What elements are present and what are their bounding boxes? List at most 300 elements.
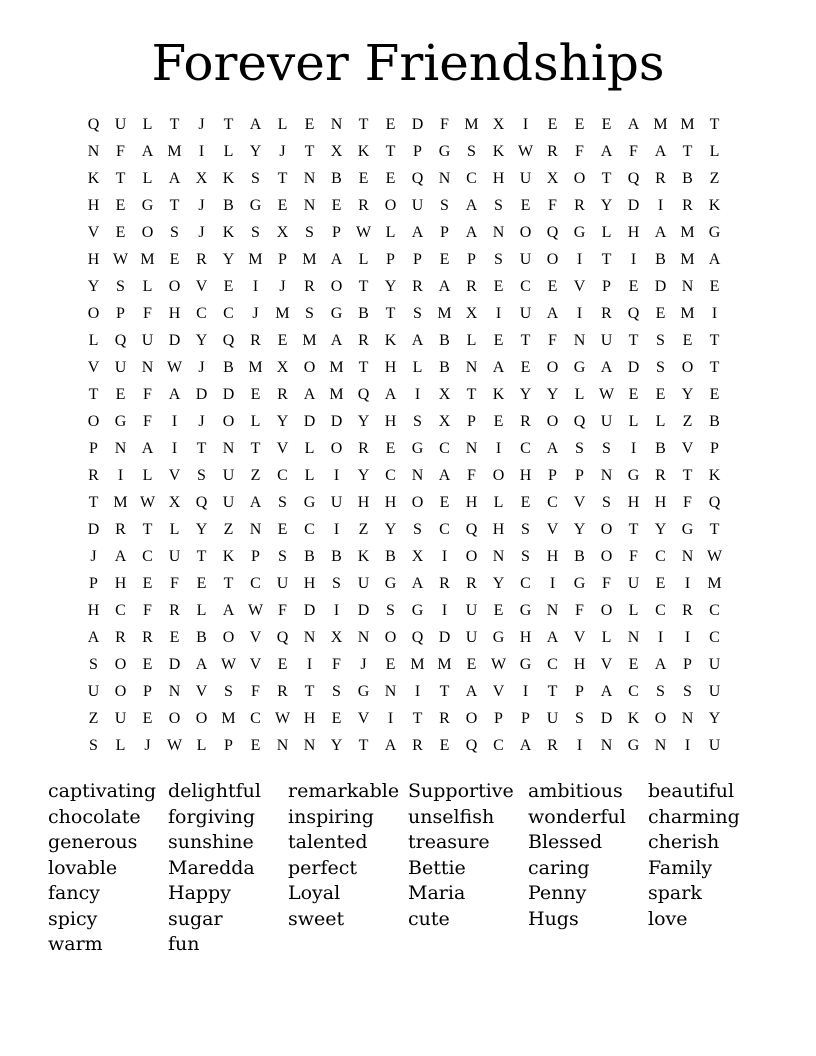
grid-letter: Q [357,385,370,403]
grid-letter: Y [357,412,370,430]
grid-letter: F [602,574,611,592]
grid-letter: Q [276,628,289,646]
grid-letter: E [169,250,180,268]
grid-letter: F [440,115,449,133]
grid-letter: Z [682,412,693,430]
grid-letter: O [330,439,343,457]
grid-letter: E [628,277,639,295]
grid-letter: R [682,196,693,214]
grid-letter: L [412,358,423,376]
grid-letter: V [249,655,262,673]
grid-letter: I [333,601,340,619]
grid-letter: Y [87,277,100,295]
grid-letter: D [330,412,343,430]
grid-letter: C [196,304,207,322]
grid-letter: E [196,574,207,592]
grid-letter: N [681,277,694,295]
grid-letter: O [87,412,100,430]
grid-letter: Z [250,466,261,484]
grid-letter: K [222,547,235,565]
grid-letter: A [411,331,424,349]
grid-letter: A [465,682,478,700]
grid-letter: N [438,169,451,187]
grid-letter: U [708,682,721,700]
grid-letter: H [519,466,532,484]
grid-letter: A [141,142,154,160]
grid-letter: C [439,520,450,538]
grid-row [80,435,746,462]
grid-letter: C [223,304,234,322]
word-list-item: cute [408,907,450,930]
grid-letter: E [628,385,639,403]
grid-letter: F [629,142,638,160]
grid-letter: M [437,655,452,673]
grid-letter: R [358,196,369,214]
word-list-item: Hugs [528,907,579,930]
grid-letter: O [573,169,586,187]
grid-letter: T [709,115,720,133]
grid-letter: H [357,493,370,511]
grid-letter: E [385,439,396,457]
grid-letter: H [654,493,667,511]
grid-letter: T [169,115,180,133]
word-list-item: unselfish [408,805,495,828]
grid-letter: S [656,682,665,700]
grid-letter: Z [88,709,99,727]
grid-letter: N [168,682,181,700]
grid-letter: A [546,304,559,322]
grid-letter: S [224,682,233,700]
grid-letter: Q [573,412,586,430]
grid-letter: Q [708,493,721,511]
grid-letter: I [117,466,124,484]
grid-letter: P [467,250,476,268]
grid-letter: M [248,358,263,376]
grid-letter: S [332,574,341,592]
grid-letter: Q [465,520,478,538]
grid-letter: M [221,709,236,727]
grid-letter: P [386,250,395,268]
grid-letter: S [278,493,287,511]
grid-letter: U [708,655,721,673]
grid-letter: N [627,628,640,646]
word-list-item: captivating [48,780,157,802]
grid-letter: W [166,736,183,754]
word-list-item: inspiring [288,805,374,828]
grid-letter: A [249,493,262,511]
grid-letter: L [574,385,585,403]
grid-row [80,624,746,651]
grid-letter: O [492,466,505,484]
grid-letter: T [88,385,99,403]
grid-letter: O [114,682,127,700]
grid-letter: K [708,196,721,214]
grid-row [80,570,746,597]
grid-letter: L [142,115,153,133]
grid-row [80,516,746,543]
grid-letter: S [89,736,98,754]
grid-letter: J [198,223,205,241]
grid-letter: F [116,142,125,160]
grid-letter: R [277,682,288,700]
grid-letter: T [385,304,396,322]
grid-letter: X [330,628,343,646]
grid-letter: T [682,142,693,160]
grid-letter: T [196,439,207,457]
grid-letter: A [654,655,667,673]
grid-letter: W [598,385,615,403]
grid-letter: J [198,196,205,214]
grid-letter: N [222,439,235,457]
grid-letter: O [114,655,127,673]
grid-letter: A [465,196,478,214]
word-list-item: generous [48,831,138,853]
grid-letter: E [655,304,666,322]
grid-letter: E [277,196,288,214]
grid-letter: M [707,574,722,592]
grid-letter: M [302,250,317,268]
grid-letter: R [601,304,612,322]
grid-letter: Q [222,331,235,349]
grid-letter: K [492,385,505,403]
grid-row [80,111,746,138]
grid-letter: J [279,142,286,160]
grid-letter: B [655,439,666,457]
grid-letter: G [330,304,343,322]
grid-letter: A [627,115,640,133]
grid-letter: E [439,736,450,754]
grid-letter: R [574,196,585,214]
grid-letter: C [493,736,504,754]
grid-letter: M [680,115,695,133]
grid-letter: O [330,277,343,295]
grid-letter: E [493,601,504,619]
grid-letter: M [680,250,695,268]
grid-letter: T [547,682,558,700]
grid-letter: R [439,574,450,592]
grid-letter: B [304,547,315,565]
grid-row [80,300,746,327]
grid-letter: V [87,358,100,376]
grid-letter: G [627,466,640,484]
grid-letter: T [601,250,612,268]
grid-letter: K [357,142,370,160]
grid-letter: N [303,628,316,646]
grid-letter: Q [114,331,127,349]
grid-letter: T [358,736,369,754]
grid-letter: S [332,682,341,700]
grid-letter: F [143,412,152,430]
grid-letter: I [414,682,421,700]
grid-letter: C [304,520,315,538]
grid-letter: L [385,223,396,241]
grid-letter: E [547,277,558,295]
grid-letter: E [142,655,153,673]
grid-letter: T [223,574,234,592]
grid-letter: N [600,466,613,484]
grid-letter: V [357,709,370,727]
grid-letter: C [520,277,531,295]
grid-letter: P [89,439,98,457]
grid-letter: I [522,115,529,133]
word-list-item: chocolate [48,805,141,828]
grid-letter: N [492,223,505,241]
grid-letter: N [681,709,694,727]
grid-letter: P [278,250,287,268]
grid-letter: A [384,385,397,403]
grid-letter: W [247,601,264,619]
grid-letter: E [250,385,261,403]
grid-letter: G [519,601,532,619]
word-list-item: sweet [288,907,345,930]
grid-letter: K [87,169,100,187]
grid-letter: L [169,520,180,538]
grid-letter: T [250,439,261,457]
grid-letter: C [628,682,639,700]
grid-letter: C [520,439,531,457]
grid-letter: L [358,250,369,268]
grid-letter: E [277,331,288,349]
grid-letter: X [276,223,289,241]
grid-row [80,246,746,273]
grid-letter: A [87,628,100,646]
grid-letter: G [627,736,640,754]
grid-letter: F [467,466,476,484]
grid-letter: U [276,574,289,592]
grid-letter: A [249,115,262,133]
grid-letter: Z [223,520,234,538]
grid-letter: Y [384,277,397,295]
grid-letter: H [87,601,100,619]
grid-letter: A [438,277,451,295]
grid-letter: Z [358,520,369,538]
grid-letter: P [251,547,260,565]
grid-letter: B [331,547,342,565]
word-list-item: remarkable [288,780,400,802]
grid-letter: B [196,628,207,646]
grid-letter: B [223,196,234,214]
grid-letter: O [546,412,559,430]
grid-letter: Y [222,250,235,268]
grid-letter: R [439,709,450,727]
grid-letter: T [628,520,639,538]
grid-letter: N [492,547,505,565]
grid-letter: A [519,736,532,754]
grid-letter: R [250,331,261,349]
grid-letter: B [655,250,666,268]
grid-letter: X [492,115,505,133]
grid-letter: H [465,493,478,511]
grid-letter: T [601,169,612,187]
grid-letter: T [169,196,180,214]
grid-letter: A [195,655,208,673]
grid-letter: R [547,736,558,754]
grid-letter: V [168,466,181,484]
grid-letter: I [576,304,583,322]
grid-letter: P [413,250,422,268]
grid-letter: F [548,331,557,349]
grid-letter: O [168,709,181,727]
grid-letter: M [437,304,452,322]
grid-letter: I [198,142,205,160]
grid-letter: E [655,385,666,403]
grid-letter: N [465,358,478,376]
grid-letter: A [546,439,559,457]
grid-letter: P [413,142,422,160]
word-list-item: Maria [408,882,466,904]
grid-letter: G [519,655,532,673]
grid-letter: L [115,736,126,754]
grid-letter: D [411,115,424,133]
grid-letter: W [112,250,129,268]
grid-letter: X [438,385,451,403]
grid-letter: S [251,169,260,187]
grid-letter: J [252,304,259,322]
grid-letter: Q [87,115,100,133]
grid-letter: W [139,493,156,511]
grid-letter: F [332,655,341,673]
grid-letter: G [681,520,694,538]
grid-letter: U [114,358,127,376]
grid-letter: C [655,601,666,619]
grid-letter: Y [681,385,694,403]
grid-row [80,462,746,489]
grid-letter: I [333,466,340,484]
grid-letter: I [333,520,340,538]
grid-letter: T [115,169,126,187]
grid-letter: A [465,223,478,241]
grid-letter: H [492,169,505,187]
grid-letter: L [88,331,99,349]
grid-letter: I [630,439,637,457]
grid-letter: L [277,115,288,133]
grid-letter: E [277,655,288,673]
grid-letter: G [114,412,127,430]
grid-letter: T [709,358,720,376]
grid-letter: R [277,385,288,403]
grid-letter: T [709,331,720,349]
grid-letter: M [680,223,695,241]
grid-letter: K [222,223,235,241]
grid-letter: J [360,655,367,673]
grid-letter: R [88,466,99,484]
grid-letter: E [601,115,612,133]
grid-letter: E [547,115,558,133]
grid-letter: U [168,547,181,565]
grid-letter: H [114,574,127,592]
grid-letter: O [681,358,694,376]
word-list-item: spicy [48,907,98,930]
grid-letter: E [520,196,531,214]
grid-letter: P [602,277,611,295]
grid-letter: T [358,115,369,133]
grid-letter: O [546,250,559,268]
grid-letter: G [573,223,586,241]
grid-letter: O [222,412,235,430]
word-list-item: fancy [48,882,100,904]
grid-letter: E [115,223,126,241]
grid-letter: I [657,196,664,214]
grid-letter: M [653,115,668,133]
grid-letter: O [303,358,316,376]
grid-letter: L [493,493,504,511]
grid-letter: A [654,223,667,241]
grid-letter: N [330,115,343,133]
grid-letter: T [412,709,423,727]
grid-letter: E [493,277,504,295]
grid-letter: F [548,196,557,214]
grid-letter: U [465,601,478,619]
grid-letter: G [357,682,370,700]
word-list-item: Maredda [168,856,255,879]
grid-letter: M [248,250,263,268]
grid-letter: I [171,412,178,430]
grid-letter: R [169,601,180,619]
grid-letter: P [710,439,719,457]
grid-letter: A [168,169,181,187]
grid-letter: V [492,682,505,700]
grid-letter: I [495,439,502,457]
grid-letter: O [600,547,613,565]
grid-letter: I [684,574,691,592]
grid-letter: Y [492,574,505,592]
grid-letter: U [600,412,613,430]
grid-letter: O [465,709,478,727]
word-list-item: lovable [48,856,118,879]
grid-letter: B [385,547,396,565]
grid-letter: N [600,736,613,754]
grid-letter: M [410,655,425,673]
letter-grid [80,111,746,759]
grid-letter: E [142,709,153,727]
grid-letter: U [627,574,640,592]
grid-letter: S [413,304,422,322]
grid-letter: T [682,466,693,484]
grid-letter: P [224,736,233,754]
grid-letter: I [630,250,637,268]
word-list-item: Happy [168,882,231,904]
grid-letter: P [575,682,584,700]
grid-letter: R [115,628,126,646]
grid-letter: K [492,142,505,160]
grid-letter: U [411,196,424,214]
grid-letter: C [385,466,396,484]
word-list-item: Blessed [528,831,603,853]
grid-letter: V [600,655,613,673]
grid-letter: P [575,466,584,484]
grid-letter: B [709,412,720,430]
grid-letter: U [519,304,532,322]
grid-letter: A [384,736,397,754]
grid-letter: D [627,196,640,214]
grid-letter: U [141,331,154,349]
grid-letter: M [464,115,479,133]
grid-letter: I [684,736,691,754]
grid-letter: O [519,223,532,241]
grid-letter: A [546,628,559,646]
grid-letter: R [358,331,369,349]
grid-letter: N [573,331,586,349]
grid-letter: T [88,493,99,511]
grid-letter: T [358,277,369,295]
grid-letter: S [575,709,584,727]
grid-letter: D [600,709,613,727]
grid-letter: H [87,196,100,214]
grid-letter: F [251,682,260,700]
grid-letter: V [195,682,208,700]
word-list-item: delightful [168,780,261,802]
grid-letter: F [143,304,152,322]
